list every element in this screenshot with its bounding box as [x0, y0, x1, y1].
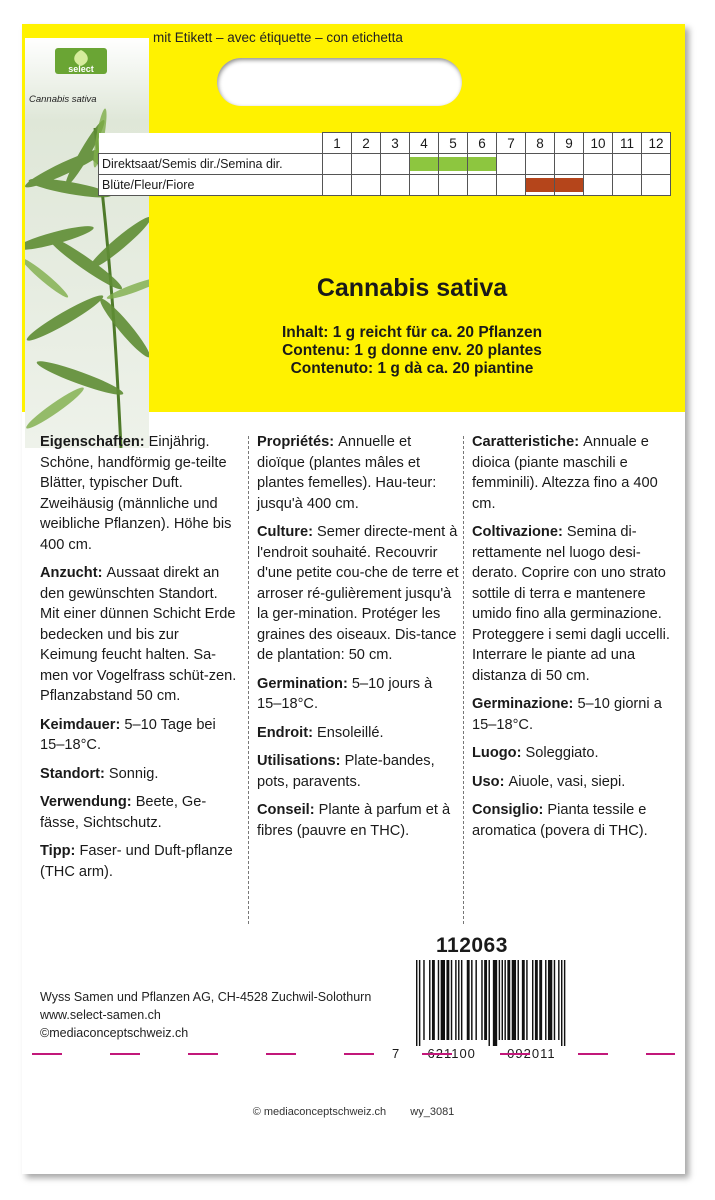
section-heading: Tipp: [40, 843, 71, 859]
month-cell: [468, 154, 497, 175]
ean-first-digit: 7: [392, 1046, 401, 1061]
info-section: [472, 800, 677, 841]
section-heading: Culture: [257, 524, 309, 540]
calendar-period-bar: [468, 157, 496, 171]
heading-colon: :: [538, 802, 548, 818]
month-header: 2: [352, 133, 381, 154]
calendar-row-label: Blüte/Fleur/Fiore: [99, 175, 323, 196]
heading-colon: :: [97, 565, 107, 581]
month-cell: [410, 175, 439, 196]
month-cell: [381, 175, 410, 196]
article-number: 112063: [436, 934, 508, 957]
heading-colon: :: [100, 765, 109, 782]
section-heading: Verwendung: [40, 794, 127, 810]
section-heading: Consiglio: [472, 802, 539, 818]
calendar-period-bar: [439, 157, 467, 171]
heading-colon: :: [568, 696, 578, 712]
heading-colon: :: [308, 524, 317, 540]
section-body: Einjährig. Schöne, handförmig ge-teilte Blätter, typischer Duft. Zweihäusig (männliche und weibliche Pflanzen). Höhe bis 400 cm.: [40, 434, 232, 553]
barcode-bar: [526, 960, 527, 1040]
month-cell: [381, 154, 410, 175]
calendar-row-bloom: [99, 175, 671, 196]
column-french: [257, 432, 459, 849]
section-heading: Germinazione: [472, 696, 569, 712]
heading-colon: :: [115, 716, 125, 733]
logo-text: select: [68, 64, 94, 74]
month-header: 12: [642, 133, 671, 154]
month-cell: [555, 154, 584, 175]
contents-it: Contenuto: 1 g dà ca. 20 piantine: [290, 360, 534, 377]
select-logo: [53, 44, 109, 78]
calendar-row-sowing: [99, 154, 671, 175]
info-section: [40, 715, 240, 756]
barcode-bar: [441, 960, 445, 1040]
heading-colon: :: [329, 434, 339, 450]
heading-colon: :: [139, 434, 149, 450]
section-body: Beete, Ge-fässe, Sichtschutz.: [40, 794, 207, 831]
section-heading: Coltivazione: [472, 524, 558, 540]
barcode-bar: [423, 960, 424, 1040]
section-heading: Endroit: [257, 724, 309, 741]
month-cell: [439, 154, 468, 175]
section-heading: Utilisations: [257, 753, 336, 769]
info-section: [257, 751, 459, 792]
info-section: [472, 432, 677, 514]
section-body: Annuelle et dioïque (plantes mâles et plantes femelles). Hau-teur: jusqu'à 400 cm.: [257, 434, 437, 512]
section-heading: Luogo: [472, 745, 517, 761]
calendar-period-bar: [526, 178, 554, 192]
section-body: Faser- und Duft-pflanze (THC arm).: [40, 843, 233, 880]
section-heading: Standort: [40, 765, 100, 782]
barcode-bar: [419, 960, 420, 1046]
ean-right-group: 092011: [507, 1046, 556, 1061]
section-heading: Keimdauer: [40, 716, 116, 733]
section-body: Pianta tessile e aromatica (povera di THC).: [472, 802, 648, 839]
heading-colon: :: [126, 794, 136, 810]
column-divider: [248, 436, 250, 924]
calendar-corner: [99, 133, 323, 154]
calendar-row-label: Direktsaat/Semis dir./Semina dir.: [99, 154, 323, 175]
month-header: 6: [468, 133, 497, 154]
column-divider: [463, 436, 465, 924]
month-cell: [642, 175, 671, 196]
month-cell: [497, 154, 526, 175]
barcode-bar: [502, 960, 503, 1040]
barcode-bar: [489, 960, 490, 1046]
section-body: Semer directe-ment à l'endroit souhaité. Recouvrir d'une petite cou-che de terre et arroser ré-gulièrement jusqu'à la ger-mination. Protéger les graines des oiseaux. Dis-tance de plantation: 50 cm.: [257, 524, 459, 663]
barcode-bar: [545, 960, 546, 1040]
info-section: [40, 432, 240, 555]
month-cell: [323, 175, 352, 196]
section-heading: Anzucht: [40, 565, 98, 581]
info-section: [257, 723, 459, 744]
company-copyright: ©mediaconceptschweiz.ch: [40, 1026, 189, 1040]
info-section: [40, 841, 240, 882]
info-section: [472, 694, 677, 735]
barcode-bar: [558, 960, 559, 1040]
footer-copyright: © mediaconceptschweiz.ch: [252, 1106, 387, 1118]
section-body: Annuale e dioica (piante maschili e femminili). Altezza fino a 400 cm.: [472, 434, 658, 512]
month-header: 7: [497, 133, 526, 154]
info-section: [472, 522, 677, 686]
contents-info: [207, 324, 617, 378]
heading-colon: :: [309, 802, 319, 818]
section-body: 5–10 giorni a 15–18°C.: [472, 696, 662, 733]
barcode-bar: [455, 960, 456, 1040]
barcode-bar: [429, 960, 430, 1040]
month-cell: [526, 175, 555, 196]
barcode-bar: [467, 960, 470, 1040]
section-body: Plante à parfum et à fibres (pauvre en THC).: [257, 802, 451, 839]
barcode-bar: [493, 960, 497, 1046]
heading-colon: :: [70, 843, 80, 859]
section-body: Semina di-rettamente nel luogo desi-derato. Coprire con uno strato sottile di terra e mantenere umido fino alla germinazione. Proteggere i semi dagli uccelli. Interrare le piante ad una distanza di 50 cm.: [472, 524, 670, 684]
info-section: [257, 522, 459, 666]
cut-line: [32, 1050, 675, 1058]
month-cell: [352, 175, 381, 196]
tagline: mit Etikett – avec étiquette – con etichetta: [153, 30, 403, 45]
barcode-bar: [554, 960, 555, 1040]
heading-colon: :: [557, 524, 567, 540]
barcode-bar: [416, 960, 417, 1046]
barcode-bar: [471, 960, 472, 1040]
section-heading: Germination: [257, 675, 343, 692]
barcode-bar: [561, 960, 562, 1046]
barcode-bar: [539, 960, 542, 1040]
month-cell: [323, 154, 352, 175]
month-cell: [410, 154, 439, 175]
barcode-bar: [484, 960, 487, 1040]
plant-photo: [25, 38, 149, 448]
ean-barcode: [414, 960, 629, 1046]
section-body: 5–10 Tage bei 15–18°C.: [40, 716, 216, 753]
footer: [22, 1106, 685, 1118]
barcode-bar: [518, 960, 519, 1040]
heading-colon: :: [308, 724, 317, 741]
section-heading: Propriétés: [257, 434, 330, 450]
section-body: Plate-bandes, pots, paravents.: [257, 753, 435, 790]
month-header: 10: [584, 133, 613, 154]
barcode-bar: [504, 960, 505, 1040]
month-cell: [468, 175, 497, 196]
calendar-header-row: [99, 133, 671, 154]
heading-colon: :: [499, 773, 509, 790]
section-heading: Caratteristiche: [472, 434, 575, 450]
calendar-period-bar: [410, 157, 438, 171]
calendar-period-bar: [555, 178, 583, 192]
info-section: [40, 563, 240, 707]
barcode-bar: [499, 960, 500, 1040]
hang-hole: [217, 58, 462, 106]
section-body: Ensoleillé.: [317, 724, 384, 741]
section-body: Aussaat direkt an den gewünschten Standort. Mit einer dünnen Schicht Erde bedecken und bis zur Keimung feucht halten. Sa-men vor Vogelfrass schüt-zen. Pflanzabstand 50 cm.: [40, 565, 237, 704]
contents-fr: Contenu: 1 g donne env. 20 plantes: [282, 342, 542, 359]
footer-code: wy_3081: [410, 1106, 455, 1118]
section-heading: Conseil: [257, 802, 310, 818]
heading-colon: :: [516, 745, 526, 761]
info-section: [257, 432, 459, 514]
month-header: 11: [613, 133, 642, 154]
info-section: [472, 743, 677, 764]
company-name: Wyss Samen und Pflanzen AG, CH-4528 Zuchwil-Solothurn: [40, 990, 372, 1004]
company-website: www.select-samen.ch: [40, 1008, 161, 1022]
barcode-bar: [564, 960, 565, 1046]
month-cell: [613, 175, 642, 196]
photo-label: Cannabis sativa: [29, 94, 97, 105]
month-cell: [555, 175, 584, 196]
heading-colon: :: [574, 434, 584, 450]
barcode-bar: [451, 960, 452, 1040]
month-header: 8: [526, 133, 555, 154]
info-section: [472, 772, 677, 793]
heading-colon: :: [335, 753, 345, 769]
month-header: 5: [439, 133, 468, 154]
barcode-bar: [446, 960, 449, 1040]
section-body: 5–10 jours à 15–18°C.: [257, 675, 433, 712]
barcode-bar: [475, 960, 476, 1040]
month-cell: [584, 175, 613, 196]
barcode-bar: [461, 960, 462, 1040]
heading-colon: :: [342, 675, 352, 692]
barcode-bar: [438, 960, 439, 1040]
seed-packet: [22, 24, 685, 1174]
product-title: Cannabis sativa: [316, 274, 508, 302]
barcode-bar: [532, 960, 533, 1040]
barcode-bar: [507, 960, 510, 1040]
barcode-bar: [522, 960, 525, 1040]
column-german: [40, 432, 240, 890]
month-cell: [352, 154, 381, 175]
section-heading: Uso: [472, 773, 500, 790]
month-cell: [584, 154, 613, 175]
barcode-bar: [481, 960, 482, 1040]
month-header: 3: [381, 133, 410, 154]
barcode-bar: [458, 960, 459, 1040]
info-section: [257, 800, 459, 841]
info-section: [257, 674, 459, 715]
month-cell: [613, 154, 642, 175]
month-cell: [497, 175, 526, 196]
contents-de: Inhalt: 1 g reicht für ca. 20 Pflanzen: [281, 324, 543, 341]
barcode-bar: [535, 960, 538, 1040]
barcode-bar: [512, 960, 516, 1040]
month-cell: [642, 154, 671, 175]
month-header: 9: [555, 133, 584, 154]
month-header: 4: [410, 133, 439, 154]
company-info: [40, 988, 371, 1042]
info-section: [40, 764, 240, 785]
ean-left-group: 621100: [427, 1046, 476, 1061]
barcode-bar: [548, 960, 552, 1040]
barcode-bar: [432, 960, 435, 1040]
column-italian: [472, 432, 677, 849]
sowing-calendar: [98, 132, 671, 196]
info-section: [40, 792, 240, 833]
month-cell: [439, 175, 468, 196]
month-header: 1: [323, 133, 352, 154]
month-cell: [526, 154, 555, 175]
section-heading: Eigenschaften: [40, 434, 140, 450]
section-body: Soleggiato.: [525, 745, 599, 761]
section-body: Sonnig.: [108, 765, 159, 782]
section-body: Aiuole, vasi, siepi.: [508, 773, 626, 790]
